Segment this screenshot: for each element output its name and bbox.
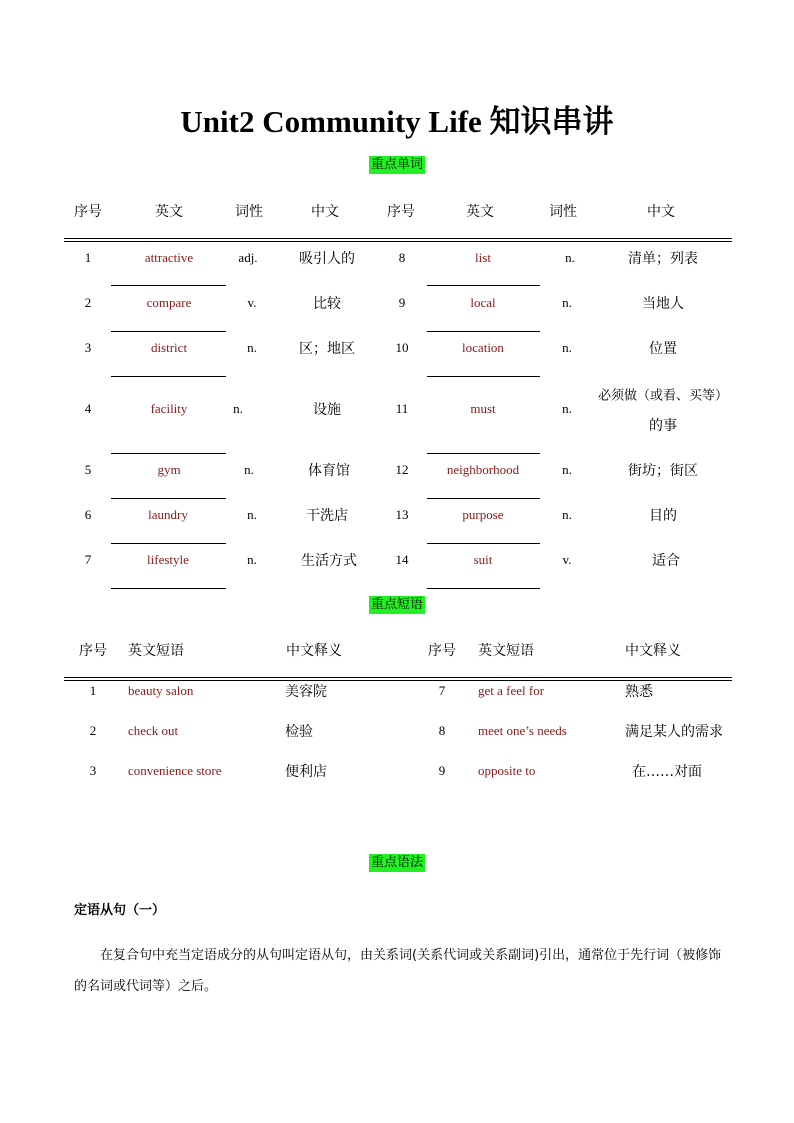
vocab-meaning: 当地人 [642,296,684,312]
vocab-header-chinese-2: 中文 [647,204,675,220]
phrase-index: 3 [89,763,97,778]
section-label-phrases: 重点短语 [371,597,424,612]
vocab-meaning: 适合 [652,553,680,569]
answer-underline [111,498,226,499]
vocab-pos: n. [233,401,243,416]
vocab-index: 12 [395,462,409,477]
answer-underline [111,543,226,544]
phrase-english: meet one’s needs [478,723,567,738]
vocab-meaning: 街坊；街区 [628,463,698,479]
vocab-index: 8 [398,250,406,265]
vocab-header-pos-1: 词性 [235,204,263,220]
phrase-english: convenience store [128,763,222,778]
phrase-header-english-1: 英文短语 [128,643,184,659]
vocab-word: list [475,250,491,265]
vocab-header-index-2: 序号 [387,204,415,220]
phrase-index: 9 [438,763,446,778]
vocab-word: district [150,340,188,355]
vocab-index: 6 [84,507,92,522]
vocab-index: 1 [84,250,92,265]
vocab-meaning: 吸引人的 [299,251,355,267]
phrase-english: beauty salon [128,683,194,698]
vocab-meaning: 清单；列表 [628,251,698,267]
vocab-pos: n. [247,340,257,355]
answer-underline [111,588,226,589]
phrase-meaning: 检验 [285,724,313,740]
vocab-meaning: 体育馆 [308,463,350,479]
phrase-header-english-2: 英文短语 [478,643,534,659]
vocab-pos: n. [247,507,257,522]
vocab-meaning: 设施 [313,402,341,418]
vocab-meaning: 目的 [649,508,677,524]
vocab-pos: n. [562,507,572,522]
vocab-pos: n. [244,462,254,477]
phrase-header-chinese-1: 中文释义 [286,643,342,659]
vocab-index: 10 [395,340,409,355]
vocab-meaning: 的事 [649,418,677,434]
phrase-meaning: 美容院 [285,684,327,700]
vocab-index: 7 [84,552,92,567]
vocab-pos: n. [562,401,572,416]
vocab-meaning: 必须做（或看、买等） [597,388,729,404]
vocab-word: lifestyle [147,552,189,567]
vocab-word: location [462,340,504,355]
vocab-pos: v. [247,295,257,310]
phrase-meaning: 在……对面 [632,764,702,780]
section-label-grammar: 重点语法 [371,855,424,870]
phrase-index: 7 [438,683,446,698]
vocab-meaning: 生活方式 [301,553,357,569]
vocab-pos: n. [562,340,572,355]
page-title: Unit2 Community Life 知识串讲 [180,104,614,139]
vocab-meaning: 干洗店 [306,508,348,524]
phrase-meaning: 熟悉 [625,684,653,700]
phrase-index: 2 [89,723,97,738]
vocab-index: 4 [84,401,92,416]
vocab-word: laundry [148,507,188,522]
vocab-word: attractive [144,250,194,265]
answer-underline [427,498,540,499]
vocab-meaning: 比较 [313,296,341,312]
vocab-pos: n. [247,552,257,567]
vocab-header-english-2: 英文 [466,204,494,220]
vocab-header-pos-2: 词性 [549,204,577,220]
phrase-index: 8 [438,723,446,738]
grammar-paragraph: 在复合句中充当定语成分的从句叫定语从句，由关系词(关系代词或关系副词)引出，通常位于先行词（被修饰的名词或代词等）之后。 [74,948,722,994]
phrase-english: opposite to [478,763,536,778]
vocab-index: 14 [395,552,409,567]
phrase-meaning: 满足某人的需求 [625,724,723,740]
answer-underline [427,453,540,454]
section-label-vocab: 重点单词 [371,157,424,172]
vocab-pos: n. [562,462,572,477]
vocab-pos: v. [562,552,572,567]
answer-underline [427,588,540,589]
vocab-header-rule [64,238,732,242]
answer-underline [427,331,540,332]
vocab-pos: n. [562,295,572,310]
vocab-header-english-1: 英文 [155,204,183,220]
answer-underline [427,376,540,377]
vocab-word: neighborhood [446,462,520,477]
vocab-pos: adj. [238,250,258,265]
vocab-header-chinese-1: 中文 [311,204,339,220]
phrase-header-index-1: 序号 [79,643,107,659]
phrase-english: get a feel for [478,683,545,698]
vocab-word: compare [146,295,192,310]
phrase-english: check out [128,723,179,738]
vocab-word: facility [150,401,188,416]
vocab-pos: n. [565,250,575,265]
vocab-index: 11 [395,401,409,416]
vocab-meaning: 区；地区 [299,341,355,357]
vocab-meaning: 位置 [649,341,677,357]
vocab-word: local [470,295,496,310]
phrase-header-index-2: 序号 [428,643,456,659]
vocab-word: purpose [462,507,504,522]
vocab-index: 13 [395,507,409,522]
vocab-index: 5 [84,462,92,477]
vocab-word: must [470,401,496,416]
answer-underline [111,331,226,332]
answer-underline [111,453,226,454]
vocab-index: 9 [398,295,406,310]
phrase-index: 1 [89,683,97,698]
vocab-header-index-1: 序号 [74,204,102,220]
phrase-header-chinese-2: 中文释义 [625,643,681,659]
vocab-index: 3 [84,340,92,355]
vocab-word: gym [157,462,181,477]
answer-underline [111,285,226,286]
answer-underline [427,543,540,544]
answer-underline [111,376,226,377]
vocab-index: 2 [84,295,92,310]
vocab-word: suit [473,552,493,567]
phrase-meaning: 便利店 [285,764,327,780]
answer-underline [427,285,540,286]
grammar-subtitle: 定语从句（一） [74,903,166,918]
